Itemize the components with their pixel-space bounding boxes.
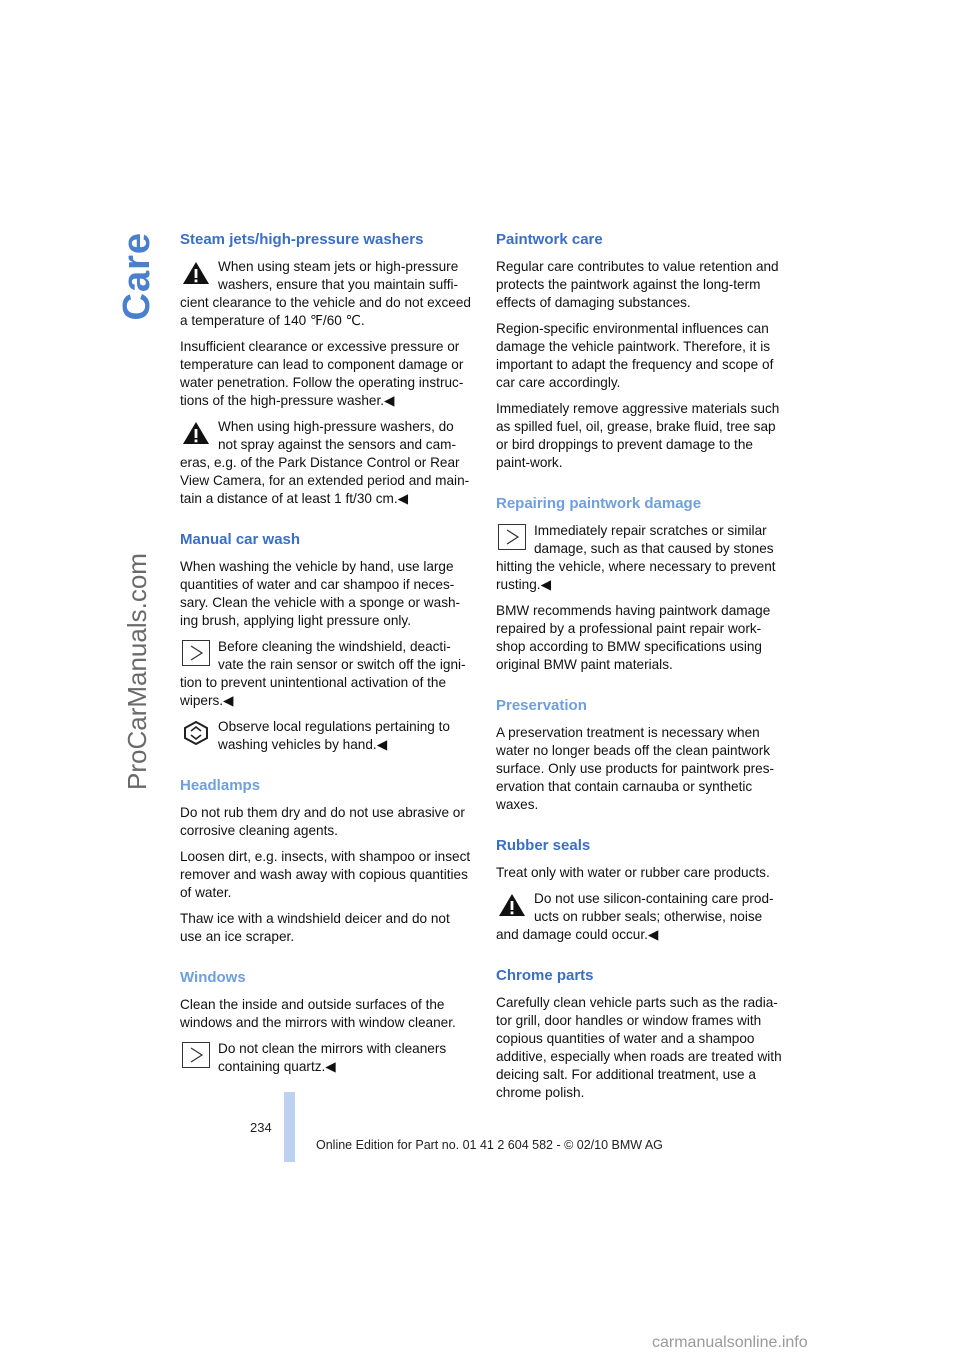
- paragraph: Loosen dirt, e.g. insects, with shampoo or insect remover and wash away with copious quantities of water.: [180, 849, 471, 900]
- page-number: 234: [250, 1120, 272, 1135]
- warning-triangle-icon: [182, 420, 210, 446]
- heading-repairing-paintwork: Repairing paintwork damage: [496, 495, 702, 512]
- warning-triangle-icon: [498, 892, 526, 918]
- recycling-icon: [182, 720, 210, 746]
- paragraph: Immediately remove aggressive materials such as spilled fuel, oil, grease, brake fluid, tree sap or bird droppings to prevent damage to the paint-work.: [496, 401, 780, 470]
- paragraph: Carefully clean vehicle parts such as the radia-tor grill, door handles or window frames with copious quantities of water and a shampoo additive, especially when roads are treated with deicing salt. For additional treatment, use a chrome polish.: [496, 995, 782, 1100]
- heading-headlamps: Headlamps: [180, 777, 261, 794]
- info-note: [496, 522, 788, 594]
- warning-text: When using steam jets or high-pressure washers, ensure that you maintain suffi-cient clearance to the vehicle and do not exceed a temperature of 140 ℉/60 ℃.: [180, 259, 471, 328]
- warning-text: Do not use silicon-containing care prod-ucts on rubber seals; otherwise, noise and damage could occur.◀: [496, 891, 774, 942]
- warning-text: When using high-pressure washers, do not spray against the sensors and cam-eras, e.g. of the Park Distance Control or Rear View Camera, for an extended period and main-tain a distance of at least 1 ft/30 cm.◀: [180, 419, 470, 506]
- heading-chrome-parts: Chrome parts: [496, 967, 594, 984]
- paragraph: Region-specific environmental influences can damage the vehicle paintwork. Therefore, it is important to adapt the frequency and scope of car care accordingly.: [496, 321, 774, 390]
- paragraph: BMW recommends having paintwork damage repaired by a professional paint repair work-shop according to BMW specifications using original BMW paint materials.: [496, 603, 771, 672]
- environment-note: [180, 718, 472, 754]
- section-title: Care: [116, 232, 158, 321]
- warning-triangle-icon: [182, 260, 210, 286]
- heading-manual-car-wash: Manual car wash: [180, 531, 301, 548]
- footer-bar: [284, 1092, 295, 1162]
- left-column: [180, 230, 472, 1084]
- paragraph: Insufficient clearance or excessive pressure or temperature can lead to component damage or water penetration. Follow the operating instruc-tions of the high-pressure washer.◀: [180, 339, 464, 408]
- info-text: Before cleaning the windshield, deacti-vate the rain sensor or switch off the igni-tion to prevent unintentional activation of the wipers.◀: [180, 639, 466, 708]
- heading-rubber-seals: Rubber seals: [496, 837, 591, 854]
- info-arrow-icon: [498, 524, 526, 550]
- paragraph: Clean the inside and outside surfaces of the windows and the mirrors with window cleaner.: [180, 997, 456, 1030]
- paragraph: Do not rub them dry and do not use abrasive or corrosive cleaning agents.: [180, 805, 465, 838]
- info-text: Immediately repair scratches or similar damage, such as that caused by stones hitting the vehicle, where necessary to prevent rusting.◀: [496, 523, 776, 592]
- right-column: [496, 230, 788, 1110]
- paragraph: A preservation treatment is necessary when water no longer beads off the clean paintwork surface. Only use products for paintwork pres-ervation that contain carnauba or synthetic waxes.: [496, 725, 775, 812]
- info-note: [180, 1040, 472, 1076]
- warning-note: [180, 258, 472, 330]
- heading-preservation: Preservation: [496, 697, 587, 714]
- paragraph: Treat only with water or rubber care products.: [496, 865, 770, 880]
- warning-note: [180, 418, 472, 508]
- paragraph: Thaw ice with a windshield deicer and do not use an ice scraper.: [180, 911, 450, 944]
- heading-windows: Windows: [180, 969, 246, 986]
- warning-note: [496, 890, 788, 944]
- paragraph: Regular care contributes to value retention and protects the paintwork against the long-term effects of damaging substances.: [496, 259, 779, 310]
- info-arrow-icon: [182, 1042, 210, 1068]
- environment-text: Observe local regulations pertaining to washing vehicles by hand.◀: [218, 719, 450, 752]
- bottom-watermark: carmanualsonline.info: [652, 1334, 808, 1351]
- side-watermark: ProCarManuals.com: [122, 553, 152, 790]
- paragraph: When washing the vehicle by hand, use large quantities of water and car shampoo if neces-sary. Clean the vehicle with a sponge or wash-ing brush, applying light pressure only.: [180, 559, 461, 628]
- edition-text: Online Edition for Part no. 01 41 2 604 582 - © 02/10 BMW AG: [316, 1138, 663, 1152]
- info-note: [180, 638, 472, 710]
- info-arrow-icon: [182, 640, 210, 666]
- info-text: Do not clean the mirrors with cleaners containing quartz.◀: [218, 1041, 447, 1074]
- heading-paintwork-care: Paintwork care: [496, 231, 603, 248]
- heading-steam-jets: Steam jets/high-pressure washers: [180, 231, 424, 248]
